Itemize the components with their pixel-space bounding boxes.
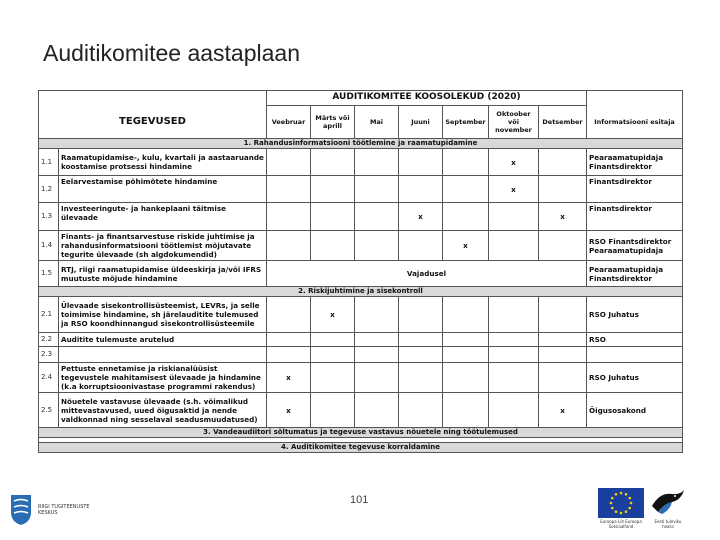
mark-cell bbox=[399, 363, 443, 393]
funding-logos bbox=[598, 488, 686, 530]
mark-cell bbox=[489, 393, 539, 428]
row-presenter: RSO Juhatus bbox=[587, 297, 683, 333]
mark-cell bbox=[539, 333, 587, 347]
mark-cell bbox=[311, 363, 355, 393]
row-activity: Ülevaade sisekontrollisüsteemist, LEVRs, ja selle toimimise hindamine, sh järelauditite tulemused ja RSO koondhinnangud sisekontrollisüsteemile bbox=[59, 297, 267, 333]
mark-cell bbox=[443, 297, 489, 333]
mark-cell bbox=[399, 297, 443, 333]
mark-cell bbox=[489, 203, 539, 231]
mark-cell bbox=[489, 333, 539, 347]
row-presenter: Õigusosakond bbox=[587, 393, 683, 428]
row-activity: Auditite tulemuste arutelud bbox=[59, 333, 267, 347]
row-activity: Raamatupidamise-, kulu, kvartali ja aastaaruande koostamise protsessi hindamine bbox=[59, 149, 267, 176]
mark-cell: x bbox=[267, 393, 311, 428]
row-presenter: RSO Juhatus bbox=[587, 363, 683, 393]
rtk-logo-text: RIIGI TUGITEENUSTE KESKUS bbox=[38, 503, 90, 516]
mark-cell bbox=[311, 149, 355, 176]
row-presenter: Pearaamatupidaja Finantsdirektor bbox=[587, 149, 683, 176]
column-header: Informatsiooni esitaja bbox=[587, 106, 683, 139]
mark-cell bbox=[539, 363, 587, 393]
row-activity: Pettuste ennetamise ja riskianalüüsist tegevustele mahitamisest ülevaade ja hindamine (k.a korruptsioonivastase programmi rakendus) bbox=[59, 363, 267, 393]
mark-cell bbox=[355, 347, 399, 363]
table-row bbox=[39, 297, 683, 333]
column-header: Märts või aprill bbox=[311, 106, 355, 139]
mark-cell bbox=[267, 231, 311, 261]
mark-cell: x bbox=[267, 363, 311, 393]
slide-title: Auditikomitee aastaplaan bbox=[43, 40, 300, 66]
mark-cell bbox=[443, 363, 489, 393]
mark-cell bbox=[399, 231, 443, 261]
table-row bbox=[39, 261, 683, 287]
mark-cell bbox=[355, 297, 399, 333]
row-number: 1.2 bbox=[39, 176, 59, 203]
eu-flag-icon bbox=[598, 488, 644, 518]
mark-cell bbox=[355, 231, 399, 261]
mark-cell bbox=[267, 149, 311, 176]
header-spacer bbox=[39, 91, 267, 106]
mark-cell bbox=[267, 297, 311, 333]
eu-logo bbox=[598, 488, 644, 530]
mark-cell bbox=[355, 333, 399, 347]
mark-cell: x bbox=[443, 231, 489, 261]
mark-cell bbox=[267, 333, 311, 347]
mark-cell bbox=[399, 176, 443, 203]
mark-cell bbox=[267, 203, 311, 231]
estonia-logo bbox=[650, 488, 686, 530]
swallow-icon bbox=[650, 488, 686, 518]
column-header: Juuni bbox=[399, 106, 443, 139]
row-presenter: Pearaamatupidaja Finantsdirektor bbox=[587, 261, 683, 287]
table-row bbox=[39, 333, 683, 347]
row-activity: Finants- ja finantsarvestuse riskide juhtimise ja rahandusinformatsiooni töötlemist mõjutavate tegurite ülevaade (sh algdokumendid) bbox=[59, 231, 267, 261]
column-header: Veebruar bbox=[267, 106, 311, 139]
row-presenter: RSO bbox=[587, 333, 683, 347]
table-row bbox=[39, 363, 683, 393]
section-header: 1. Rahandusinformatsiooni töötlemine ja raamatupidamine bbox=[39, 139, 683, 149]
table-row bbox=[39, 347, 683, 363]
mark-cell bbox=[443, 347, 489, 363]
mark-cell bbox=[443, 333, 489, 347]
mark-cell bbox=[311, 203, 355, 231]
mark-cell: x bbox=[539, 393, 587, 428]
mark-cell bbox=[489, 347, 539, 363]
section-header: 3. Vandeaudiitori sõltumatus ja tegevuse vastavus nõuetele ning töötulemused bbox=[39, 428, 683, 438]
mark-cell bbox=[443, 176, 489, 203]
row-activity: Eelarvestamise põhimõtete hindamine bbox=[59, 176, 267, 203]
header-spacer-right bbox=[587, 91, 683, 106]
mark-cell bbox=[399, 333, 443, 347]
table-row bbox=[39, 231, 683, 261]
row-number: 1.3 bbox=[39, 203, 59, 231]
mark-cell bbox=[311, 347, 355, 363]
column-header: Detsember bbox=[539, 106, 587, 139]
activities-header: TEGEVUSED bbox=[39, 106, 267, 139]
mark-cell bbox=[355, 203, 399, 231]
mark-cell bbox=[355, 363, 399, 393]
mark-cell bbox=[311, 393, 355, 428]
row-number: 2.2 bbox=[39, 333, 59, 347]
mark-cell: x bbox=[539, 203, 587, 231]
column-header: Mai bbox=[355, 106, 399, 139]
mark-cell bbox=[311, 176, 355, 203]
table-row bbox=[39, 149, 683, 176]
table-row bbox=[39, 203, 683, 231]
row-number: 2.3 bbox=[39, 347, 59, 363]
column-header: September bbox=[443, 106, 489, 139]
row-activity: Nõuetele vastavuse ülevaade (s.h. võimalikud mittevastavused, uued õigusaktid ja nende valdkonnad ning sesselaval seadusmuudatused) bbox=[59, 393, 267, 428]
row-activity: Investeeringute- ja hankeplaani täitmise ülevaade bbox=[59, 203, 267, 231]
annual-plan-table-wrapper bbox=[38, 90, 682, 480]
row-number: 2.4 bbox=[39, 363, 59, 393]
row-activity bbox=[59, 347, 267, 363]
mark-cell bbox=[443, 393, 489, 428]
coat-of-arms-icon bbox=[10, 494, 32, 526]
mark-cell bbox=[489, 363, 539, 393]
mark-cell bbox=[267, 176, 311, 203]
mark-cell: x bbox=[399, 203, 443, 231]
meetings-header: AUDITIKOMITEE KOOSOLEKUD (2020) bbox=[267, 91, 587, 106]
row-activity: RTJ, riigi raamatupidamise üldeeskirja ja/või IFRS muutuste mõjude hindamine bbox=[59, 261, 267, 287]
mark-cell bbox=[539, 231, 587, 261]
mark-cell bbox=[443, 203, 489, 231]
mark-cell: x bbox=[489, 149, 539, 176]
mark-cell bbox=[311, 333, 355, 347]
table-row bbox=[39, 393, 683, 428]
mark-cell bbox=[489, 297, 539, 333]
eu-logo-caption: Euroopa Liit Euroopa Sotsiaalfond bbox=[600, 519, 642, 529]
mark-cell bbox=[539, 297, 587, 333]
column-header: Oktoober või november bbox=[489, 106, 539, 139]
mark-cell bbox=[267, 347, 311, 363]
as-needed-cell: Vajadusel bbox=[267, 261, 587, 287]
mark-cell bbox=[539, 347, 587, 363]
row-presenter: Finantsdirektor bbox=[587, 176, 683, 203]
mark-cell bbox=[355, 393, 399, 428]
rtk-logo bbox=[10, 494, 98, 526]
page-number: 101 bbox=[350, 494, 369, 506]
row-number: 2.1 bbox=[39, 297, 59, 333]
mark-cell bbox=[539, 149, 587, 176]
section-header: 4. Auditikomitee tegevuse korraldamine bbox=[39, 443, 683, 453]
mark-cell bbox=[355, 149, 399, 176]
estonia-logo-caption: Eesti tuleviku heaks bbox=[654, 519, 682, 529]
table-row bbox=[39, 176, 683, 203]
row-number: 2.5 bbox=[39, 393, 59, 428]
row-number: 1.5 bbox=[39, 261, 59, 287]
mark-cell bbox=[399, 393, 443, 428]
mark-cell: x bbox=[311, 297, 355, 333]
row-presenter bbox=[587, 347, 683, 363]
mark-cell bbox=[539, 176, 587, 203]
row-presenter: RSO Finantsdirektor Pearaamatupidaja bbox=[587, 231, 683, 261]
row-number: 1.4 bbox=[39, 231, 59, 261]
annual-plan-table bbox=[38, 90, 683, 453]
mark-cell: x bbox=[489, 176, 539, 203]
row-presenter: Finantsdirektor bbox=[587, 203, 683, 231]
mark-cell bbox=[399, 149, 443, 176]
mark-cell bbox=[311, 231, 355, 261]
mark-cell bbox=[355, 176, 399, 203]
section-header: 2. Riskijuhtimine ja sisekontroll bbox=[39, 287, 683, 297]
mark-cell bbox=[443, 149, 489, 176]
mark-cell bbox=[489, 231, 539, 261]
row-number: 1.1 bbox=[39, 149, 59, 176]
mark-cell bbox=[399, 347, 443, 363]
